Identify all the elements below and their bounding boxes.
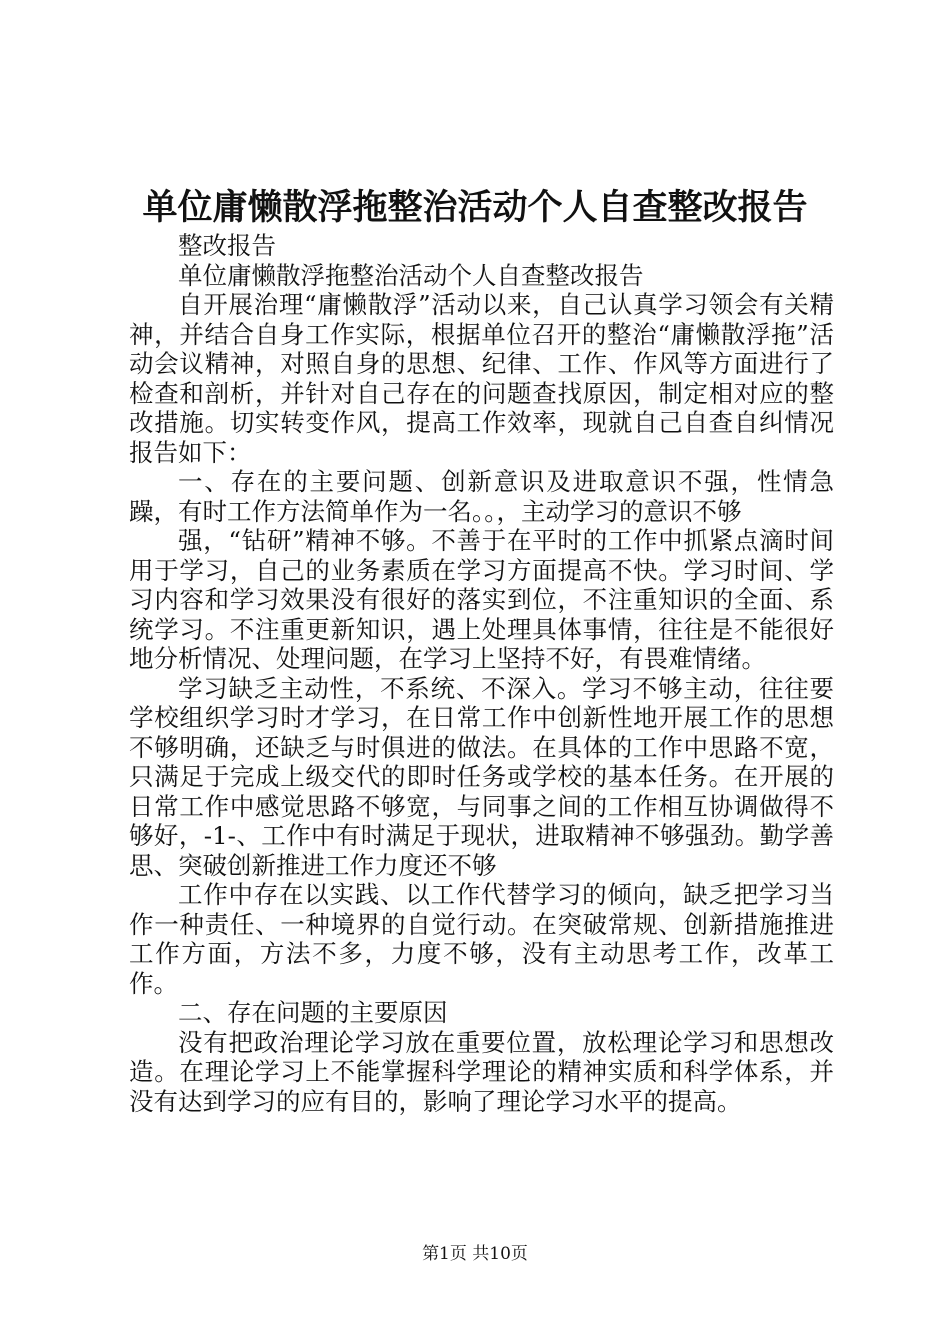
paragraph-section-two: 二、存在问题的主要原因: [178, 998, 448, 1027]
paragraph-work-practice: 工作中存在以实践、以工作代替学习的倾向，缺乏把学习当作一种责任、一种境界的自觉行动。在突破常规、创新措施推进工作方面，方法不多，力度不够，没有主动思考工作，改革工作。: [129, 880, 834, 998]
document-body: [129, 231, 834, 1116]
paragraph-study-initiative: 强，“钻研”精神不够。不善于在平时的工作中抓紧点滴时间用于学习，自己的业务素质在学习方面提高不快。学习时间、学习内容和学习效果没有很好的落实到位，不注重知识的全面、系统学习。不注重更新知识，遇上处理具体事情，往往是不能很好地分析情况、处理问题，在学习上坚持不好，有畏难情绪。: [129, 526, 834, 673]
paragraph-subtitle: 单位庸懒散浮拖整治活动个人自查整改报告: [178, 260, 644, 290]
paragraph-intro: 自开展治理“庸懒散浮”活动以来，自己认真学习领会有关精神，并结合自身工作实际，根据单位召开的整治“庸懒散浮拖”活动会议精神，对照自身的思想、纪律、工作、作风等方面进行了检查和剖析，并针对自己存在的问题查找原因，制定相对应的整改措施。切实转变作风，提高工作效率，现就自己自查自纠情况报告如下：: [129, 290, 834, 467]
paragraph-causes: 没有把政治理论学习放在重要位置，放松理论学习和思想改造。在理论学习上不能掌握科学理论的精神实质和科学体系，并没有达到学习的应有目的，影响了理论学习水平的提高。: [129, 1027, 834, 1116]
paragraph-study-lacking: 学习缺乏主动性，不系统、不深入。学习不够主动，往往要学校组织学习时才学习，在日常工作中创新性地开展工作的思想不够明确，还缺乏与时俱进的做法。在具体的工作中思路不宽，只满足于完成上级交代的即时任务或学校的基本任务。在开展的日常工作中感觉思路不够宽，与同事之间的工作相互协调做得不够好，-1-、工作中有时满足于现状，进取精神不够强劲。勤学善思、突破创新推进工作力度还不够: [129, 673, 834, 880]
document-title: 单位庸懒散浮拖整治活动个人自查整改报告: [142, 187, 808, 228]
page-number: 第1页 共10页: [422, 1244, 528, 1264]
paragraph-heading-label: 整改报告: [178, 231, 276, 260]
paragraph-section-one: 一、存在的主要问题、创新意识及进取意识不强，性情急躁，有时工作方法简单作为一名。。，主动学习的意识不够: [129, 467, 834, 526]
